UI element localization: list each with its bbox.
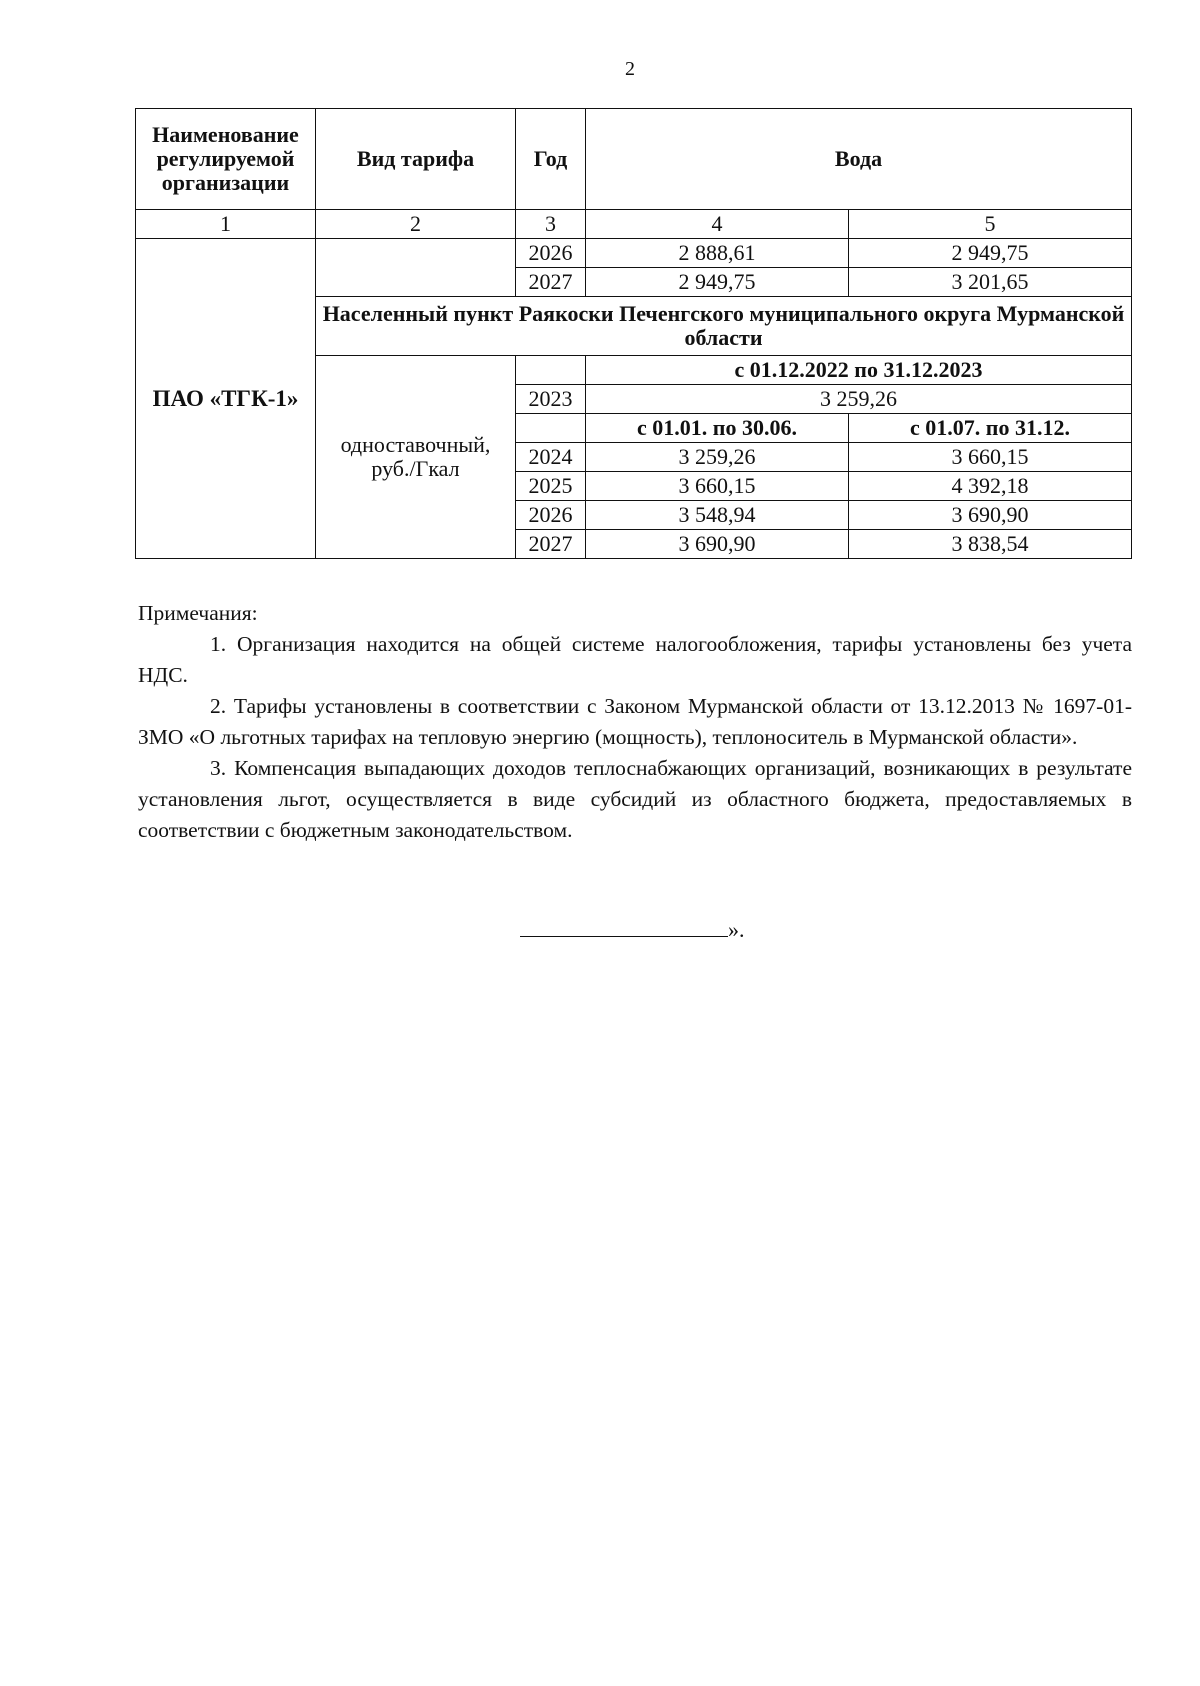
value-cell: 2 949,75 [849,239,1132,268]
value-cell: 3 548,94 [586,501,849,530]
locality-name: Населенный пункт Раякоски Печенгского муниципального округа Мурманской области [316,297,1132,356]
value-cell: 3 660,15 [586,472,849,501]
year-cell: 2027 [516,530,586,559]
half-year-header-second: с 01.07. по 31.12. [849,414,1132,443]
column-number-row [136,210,1132,239]
closing-quote: ». [728,917,745,942]
note-item: 1. Организация находится на общей системе налогообложения, тарифы установлены без учета НДС. [138,632,1132,687]
header-year: Год [516,109,586,210]
column-number: 3 [516,210,586,239]
value-cell: 2 888,61 [586,239,849,268]
column-number: 5 [849,210,1132,239]
value-cell: 3 259,26 [586,385,1132,414]
year-cell: 2026 [516,239,586,268]
year-cell: 2026 [516,501,586,530]
value-cell: 3 690,90 [849,501,1132,530]
column-number: 4 [586,210,849,239]
column-number: 1 [136,210,316,239]
signature-line [520,916,728,937]
year-cell-empty [516,356,586,385]
year-cell-empty [516,414,586,443]
year-cell: 2025 [516,472,586,501]
organization-name: ПАО «ТГК-1» [136,239,316,559]
tariff-type-value: одноставочный, руб./Гкал [316,356,516,559]
year-cell: 2027 [516,268,586,297]
table-header-row [136,109,1132,210]
note-item: 3. Компенсация выпадающих доходов теплоснабжающих организаций, возникающих в результате установления льгот, осуществляется в виде субсидий из областного бюджета, предоставляемых в соответствии с бюджетным законодательством. [138,756,1132,842]
header-org: Наименование регулируемой организации [136,109,316,210]
half-year-header-first: с 01.01. по 30.06. [586,414,849,443]
note-item: 2. Тарифы установлены в соответствии с Законом Мурманской области от 13.12.2013 № 1697-01-ЗМО «О льготных тарифах на тепловую энергию (мощность), теплоноситель в Мурманской области». [138,694,1132,749]
value-cell: 4 392,18 [849,472,1132,501]
notes-section [138,598,1132,846]
table-row [136,239,1132,268]
value-cell: 2 949,75 [586,268,849,297]
closing-mark [520,916,745,943]
notes-title: Примечания: [138,601,258,625]
column-number: 2 [316,210,516,239]
value-cell: 3 259,26 [586,443,849,472]
value-cell: 3 660,15 [849,443,1132,472]
header-water: Вода [586,109,1132,210]
page-number: 2 [625,58,635,80]
tariff-type-empty [316,239,516,297]
value-cell: 3 201,65 [849,268,1132,297]
period-header: с 01.12.2022 по 31.12.2023 [586,356,1132,385]
year-cell: 2023 [516,385,586,414]
tariff-table [135,108,1132,559]
value-cell: 3 838,54 [849,530,1132,559]
value-cell: 3 690,90 [586,530,849,559]
year-cell: 2024 [516,443,586,472]
header-tariff-type: Вид тарифа [316,109,516,210]
